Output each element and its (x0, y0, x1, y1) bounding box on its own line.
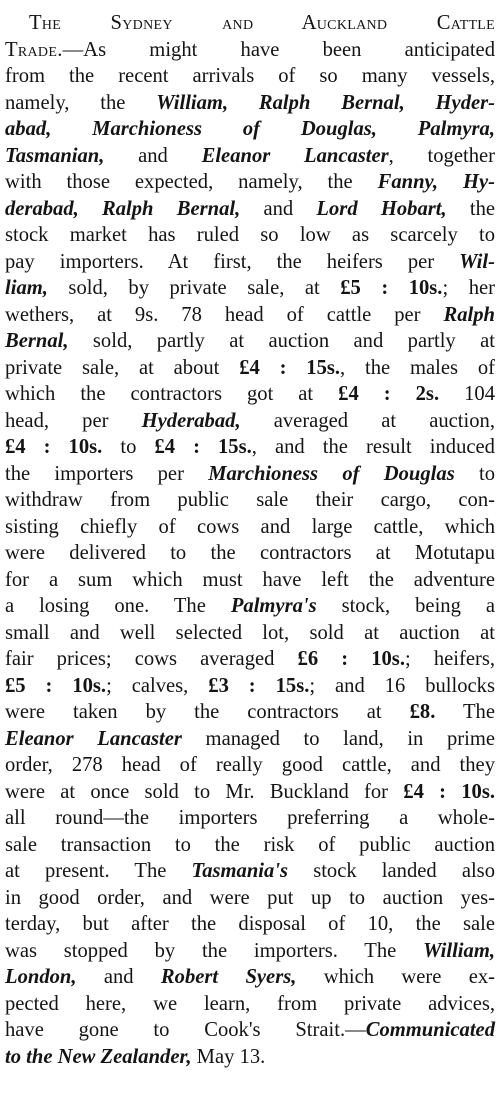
text-run: managed to land, in prime (181, 727, 496, 750)
article-text-line (5, 726, 495, 753)
text-run: sisting chiefly of cows and large cattle, which (5, 515, 495, 538)
text-run: £4 : 10s. (403, 780, 495, 803)
text-run: and (76, 966, 161, 988)
article-text-line (5, 832, 495, 859)
text-run: and (240, 197, 317, 220)
text-run: to the New Zealander, (5, 1045, 192, 1068)
article-text-line (5, 514, 495, 541)
text-run: £8. (409, 701, 436, 723)
text-run: £6 : 10s. (297, 648, 405, 670)
text-run: was stopped by the importers. The (5, 939, 424, 962)
text-run: May 13. (191, 1045, 266, 1068)
article-text-line (5, 222, 495, 249)
text-run: and (104, 144, 202, 167)
article-text-line (5, 620, 495, 647)
text-run: terday, but after the disposal of 10, the sale (5, 913, 495, 935)
text-run: head, per (5, 409, 142, 432)
text-run: wethers, at 9s. 78 head of cattle per (5, 303, 444, 326)
text-run: , and the result induced (251, 436, 495, 458)
text-run: Eleanor Lancaster (5, 727, 182, 750)
text-run: Communicated (365, 1019, 495, 1041)
text-run: Marchioness of Douglas (208, 462, 455, 485)
article-text-line (5, 885, 495, 912)
text-run: Tasmania's (191, 860, 289, 882)
text-run: withdraw from public sale their cargo, con- (5, 489, 495, 511)
article-text-line (5, 938, 495, 965)
text-run: for a sum which must have left the adventure (5, 568, 495, 591)
text-run: The (435, 701, 495, 723)
text-run: at present. The (5, 860, 192, 882)
text-run: Robert Syers, (160, 966, 297, 988)
article-text-line (5, 328, 495, 355)
text-run: to (102, 436, 155, 458)
article-text-line (5, 169, 495, 196)
text-run: the importers per (5, 462, 209, 485)
text-run: Lord Hobart, (316, 197, 447, 220)
text-run: ; calves, (106, 674, 209, 697)
text-run: namely, the (5, 91, 157, 114)
article-text-line (5, 991, 495, 1018)
article-text-line (5, 752, 495, 779)
article-text-line (5, 116, 495, 143)
article-text-line (5, 646, 495, 673)
article-text-line (5, 858, 495, 885)
article-text-line (5, 196, 495, 223)
text-run: were taken by the contractors at (5, 701, 410, 723)
text-run: have gone to Cook's Strait.— (5, 1019, 366, 1041)
text-run: order, 278 head of really good cattle, and they (5, 754, 495, 776)
text-run: private sale, at about (5, 356, 240, 379)
text-run: sale transaction to the risk of public auction (5, 833, 495, 856)
article-text-line (5, 964, 495, 991)
article-text-line (5, 567, 495, 594)
text-run: ; heifers, (404, 648, 495, 670)
text-run: abad, Marchioness of Douglas, Palmyra, (5, 118, 495, 140)
text-run: averaged at auction, (240, 409, 495, 432)
text-run: which the contractors got at (5, 383, 339, 405)
text-run: £3 : 15s. (208, 674, 310, 697)
text-run: with those expected, namely, the (5, 171, 378, 193)
text-run: small and well selected lot, sold at auction at (5, 621, 495, 644)
text-run: in good order, and were put up to auction yes- (5, 886, 495, 909)
text-run: stock, being a (316, 595, 495, 617)
article-text-line (5, 805, 495, 832)
text-run: pay importers. At first, the heifers per (5, 250, 460, 273)
text-run: to (454, 462, 496, 485)
text-run: from the recent arrivals of so many vessels, (5, 65, 495, 87)
text-run: William, (423, 939, 495, 962)
article-text-line (5, 779, 495, 806)
text-run: liam, (5, 277, 48, 299)
article-text-line (5, 673, 495, 700)
article-text-line (5, 911, 495, 938)
text-run: Palmyra's (230, 595, 317, 617)
article-text-line (5, 699, 495, 726)
text-run: which were ex- (296, 966, 495, 988)
article-text-line (5, 37, 495, 64)
article-text-line (5, 540, 495, 567)
article-text-line (5, 381, 495, 408)
text-run: fair prices; cows averaged (5, 648, 298, 670)
article-text-line (5, 1017, 495, 1044)
text-run: William, Ralph Bernal, Hyder- (156, 91, 495, 114)
text-run: 104 (439, 383, 495, 405)
text-run: were delivered to the contractors at Motutapu (5, 542, 495, 564)
article-text-line (5, 1044, 495, 1071)
article-headline-line (5, 10, 495, 37)
text-run: Hyderabad, (141, 409, 241, 432)
text-run: stock market has ruled so low as scarcely to (5, 224, 495, 246)
text-run: all round—the importers preferring a whole- (5, 807, 495, 829)
text-run: the (446, 197, 496, 220)
article-text-line (5, 461, 495, 488)
text-run: sold, partly at auction and partly at (68, 330, 495, 352)
text-run: ; and 16 bullocks (309, 674, 495, 697)
text-run: London, (5, 966, 77, 988)
text-run: sold, by private sale, at (47, 277, 341, 299)
text-run: Fanny, Hy- (377, 171, 495, 193)
text-run: £5 : 10s. (340, 277, 443, 299)
text-run: £4 : 2s. (338, 383, 440, 405)
text-run: £4 : 15s. (239, 356, 341, 379)
text-run: £4 : 15s. (154, 436, 252, 458)
article-text-line (5, 302, 495, 329)
text-run: £4 : 10s. (5, 436, 103, 458)
text-run: pected here, we learn, from private advices, (5, 992, 495, 1015)
article-text-line (5, 355, 495, 382)
headline-text: Trade. (5, 38, 63, 61)
headline-text: The Sydney and Auckland Cattle (29, 12, 495, 34)
text-run: Wil- (459, 250, 495, 273)
article-text-line (5, 487, 495, 514)
text-run: derabad, Ralph Bernal, (5, 197, 241, 220)
article-text-line (5, 593, 495, 620)
article-text-line (5, 249, 495, 276)
text-run: Bernal, (5, 330, 69, 352)
text-run: —As might have been anticipated (62, 38, 495, 61)
text-run: Eleanor Lancaster (201, 144, 389, 167)
text-run: a losing one. The (5, 595, 231, 617)
text-run: Ralph (443, 303, 495, 326)
article-text-line (5, 90, 495, 117)
text-run: , together (388, 144, 496, 167)
text-run: Tasmanian, (5, 144, 105, 167)
text-run: £5 : 10s. (5, 674, 107, 697)
text-run: ; her (442, 277, 495, 299)
article-text-line (5, 408, 495, 435)
article-text-line (5, 434, 495, 461)
article-text-line (5, 143, 495, 170)
article-text-line (5, 63, 495, 90)
text-run: stock landed also (288, 860, 495, 882)
article-text-line (5, 275, 495, 302)
text-run: were at once sold to Mr. Buckland for (5, 780, 404, 803)
text-run: , the males of (340, 356, 495, 379)
